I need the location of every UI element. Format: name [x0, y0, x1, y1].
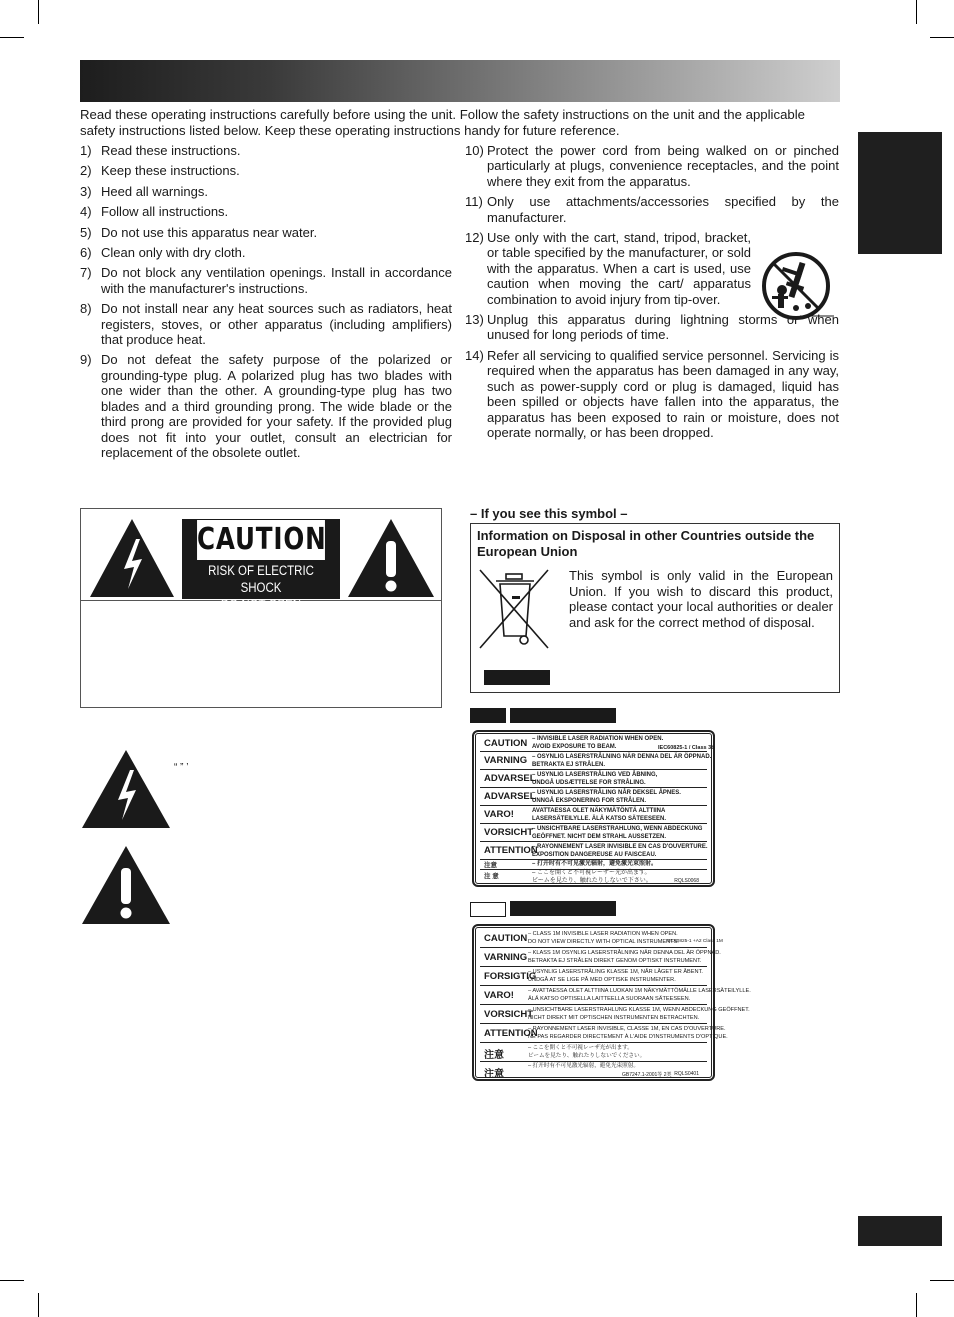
- instruction-num: 5): [80, 224, 92, 240]
- laser-word: FORSIGTIG: [484, 971, 537, 982]
- laser-word: ATTENTION: [484, 1028, 538, 1039]
- instruction-num: 1): [80, 143, 92, 158]
- label-tag-dark: [510, 901, 616, 916]
- laser-text-line: – AVATTAESSA OLET ALTTIINA LUOKAN 1M NÄKYMÄTTÖMÄLLE LASERSÄTEILYLLE.: [528, 988, 751, 994]
- laser-row: [480, 752, 712, 770]
- instruction-text: Clean only with dry cloth.: [101, 245, 246, 261]
- laser-text: [532, 861, 657, 869]
- laser-word: ADVARSEL: [484, 791, 536, 802]
- laser-text: [532, 844, 708, 859]
- laser-text: [528, 1063, 639, 1071]
- laser-text-line: GEÖFFNET. NICHT DEM STRAHL AUSSETZEN.: [532, 833, 667, 840]
- laser-text: [528, 1026, 728, 1041]
- crop-mark: [38, 0, 39, 24]
- laser-text: [528, 931, 679, 946]
- instruction-num: 14): [465, 347, 484, 363]
- laser-text-line: AVOID EXPOSURE TO BEAM.: [532, 743, 617, 750]
- instruction-num: 2): [80, 163, 92, 179]
- laser-text-line: – UNSICHTBARE LASERSTRAHLUNG KLASSE 1M, WENN ABDECKUNG GEÖFFNET.: [528, 1007, 750, 1013]
- laser-row: [480, 806, 707, 824]
- laser-word: ADVARSEL: [484, 773, 536, 784]
- laser-text-line: BETRAKTA EJ STRÅLEN.: [532, 761, 606, 768]
- laser-warning-label: [472, 730, 715, 887]
- disposal-title: Information on Disposal in other Countries outside the European Union: [477, 528, 815, 559]
- laser-text-line: UNDGÅ UDSÆTTELSE FOR STRÅLING.: [532, 779, 646, 786]
- laser-row: [480, 986, 751, 1005]
- laser-text: [532, 826, 702, 841]
- laser-text-line: – USYNLIG LASERSTRÅLING KLASSE 1M, NÅR LÅGET ER ÅBENT.: [528, 969, 703, 975]
- crop-mark: [930, 1280, 954, 1281]
- header-bar: [80, 60, 840, 102]
- instruction-item: [80, 265, 452, 296]
- laser-text: [528, 1007, 750, 1022]
- instruction-text: Do not defeat the safety purpose of the polarized or grounding-type plug. A polarized plug has two blades with one wider than the other. A grounding-type plug has two blades and a third grounding prong. The wide blade or the third prong are provided for your safety. If the provided plug does not fit into your outlet, consult an electrician for replacement of the obsolete outlet.: [101, 352, 452, 460]
- laser-ref: RQLS0401: [674, 1071, 699, 1077]
- side-tab: [858, 132, 942, 254]
- laser-row: [480, 870, 707, 886]
- laser-text: [532, 736, 663, 751]
- laser-row: [480, 842, 707, 860]
- laser-text-line: – USYNLIG LASERSTRÅLING NÅR DEKSEL ÅPNES.: [532, 790, 681, 796]
- laser-word: VORSICHT: [484, 1009, 534, 1020]
- instruction-text: Refer all servicing to qualified service personnel. Servicing is required when the apparatus has been damaged in any way, such as power-supply cord or plug is damaged, liquid has been spilled or objects have fallen into the apparatus, the apparatus has been exposed to rain or moisture, does not operate normally, or has been dropped.: [487, 347, 839, 440]
- laser-word: 注 意: [484, 873, 499, 880]
- label-tag-dark: [510, 708, 616, 723]
- laser-word: ATTENTION: [484, 845, 538, 856]
- laser-word: 注意: [484, 862, 497, 869]
- instruction-item: [465, 348, 839, 440]
- laser-row: [480, 1043, 707, 1062]
- instruction-text: Unplug this apparatus during lightning storms or when unused for long periods of time.: [487, 312, 839, 343]
- laser-text-line: UNDGÅ AT SE LIGE PÅ MED OPTISKE INSTRUMENTER.: [528, 976, 676, 983]
- label-tag-light: [470, 902, 506, 917]
- instruction-item: [80, 184, 452, 199]
- instruction-text: Protect the power cord from being walked on or pinched particularly at plugs, convenience receptacles, and the point where they exit from the apparatus.: [487, 143, 839, 189]
- laser-word: VARO!: [484, 809, 514, 820]
- intro-text: Read these operating instructions carefully before using the unit. Follow the safety instructions on the unit and the applicable safety instructions listed below. Keep these operating instructions handy for future reference.: [80, 107, 806, 138]
- instruction-text: Do not block any ventilation openings. Install in accordance with the manufacturer's instructions.: [101, 265, 452, 296]
- laser-word: VORSICHT: [484, 827, 534, 838]
- instruction-num: 4): [80, 204, 92, 220]
- laser-text-line: EXPOSITION DANGEREUSE AU FAISCEAU.: [532, 851, 657, 858]
- instruction-num: 7): [80, 265, 92, 281]
- laser-text-line: – CLASS 1M INVISIBLE LASER RADIATION WHEN OPEN.: [528, 931, 678, 937]
- instruction-num: 9): [80, 352, 92, 368]
- laser-text-line: ビームを見たり、触れたりしないでください。: [528, 1052, 646, 1059]
- laser-word: 注意: [484, 1069, 504, 1080]
- laser-text-line: – ここを開くと不可視レーザ光が出ます。: [528, 1045, 633, 1051]
- laser-text: [532, 754, 711, 769]
- instruction-text: Use only with the cart, stand, tripod, bracket, or table specified by the manufacturer, or sold with the apparatus. When a cart is used, use caution when moving the cart/ apparatus combination to avoid injury from tip-over.: [487, 230, 751, 307]
- laser-ref: RQLS0068: [674, 878, 699, 884]
- laser-row: [480, 948, 721, 967]
- instruction-num: 3): [80, 183, 92, 199]
- laser-code: IEC60825-1 / Class 3b: [658, 745, 715, 751]
- laser-row: [480, 824, 707, 842]
- laser-text-line: – INVISIBLE LASER RADIATION WHEN OPEN.: [532, 736, 664, 742]
- laser-text-line: – KLASS 1M OSYNLIG LASERSTRÅLNING NÄR DENNA DEL ÄR ÖPPNAD.: [528, 950, 721, 956]
- label-tag-dark: [470, 708, 506, 723]
- instruction-item: [465, 194, 839, 225]
- laser-text-line: – RAYONNEMENT LASER INVISIBLE EN CAS D'OUVERTURE.: [532, 844, 708, 850]
- laser-word: VARNING: [484, 755, 528, 766]
- instruction-text: Heed all warnings.: [101, 183, 208, 199]
- disposal-body: This symbol is only valid in the European Union. If you wish to discard this product, please contact your local authorities or dealer and ask for the correct method of disposal.: [569, 568, 833, 630]
- laser-word: CAUTION: [484, 738, 528, 749]
- laser-warning-label: [472, 924, 751, 1081]
- laser-word: VARO!: [484, 990, 514, 1001]
- laser-row: [480, 1005, 750, 1024]
- laser-row: [480, 770, 707, 788]
- instruction-item: [80, 352, 452, 460]
- laser-text-line: – 打开时有不可见激光辐射，避免激光束照射。: [532, 861, 658, 867]
- laser-text: [528, 988, 751, 1003]
- symbol-heading: – If you see this symbol –: [470, 506, 628, 521]
- instruction-num: 11): [465, 194, 483, 210]
- caution-line-1: RISK OF ELECTRIC SHOCK: [208, 563, 314, 595]
- laser-row: [480, 1024, 728, 1043]
- exclamation-symbol-icon: [80, 844, 172, 926]
- laser-text-line: ビームを見たり、触れたりしないで下さい。: [532, 877, 652, 884]
- laser-row: [480, 860, 707, 870]
- laser-word: VARNING: [484, 952, 528, 963]
- page-number-tab: [858, 1216, 942, 1246]
- laser-text-line: LASERSÄTEILYLLE. ÄLÄ KATSO SÄTEESEEN.: [532, 815, 667, 822]
- instruction-item: [80, 204, 452, 219]
- laser-row: [480, 929, 723, 948]
- instruction-item: [80, 143, 452, 158]
- laser-text: [532, 870, 652, 885]
- laser-text-line: NE PAS REGARDER DIRECTEMENT À L'AIDE D'INSTRUMENTS D'OPTIQUE.: [528, 1033, 728, 1040]
- lightning-symbol-icon: [80, 748, 172, 830]
- disposal-black-bar: [484, 670, 550, 685]
- laser-text: [528, 969, 703, 984]
- laser-text-line: NICHT DIREKT MIT OPTISCHEN INSTRUMENTEN BETRACHTEN.: [528, 1014, 700, 1021]
- laser-text-line: AVATTAESSA OLET NÄKYMÄTÖNTÄ ALTTIINA: [532, 808, 666, 814]
- instruction-item: [80, 301, 452, 347]
- caution-subtext: [195, 562, 328, 613]
- crop-mark: [0, 1280, 24, 1281]
- laser-text: [532, 772, 657, 787]
- instruction-text: Do not install near any heat sources such as radiators, heat registers, stoves, or other apparatus (including amplifiers) that produce heat.: [101, 301, 452, 348]
- instruction-text: Do not use this apparatus near water.: [101, 224, 318, 240]
- instruction-text: Only use attachments/accessories specified by the manufacturer.: [487, 194, 839, 225]
- laser-row: [480, 967, 707, 986]
- crop-mark: [0, 37, 24, 38]
- laser-text: [528, 1045, 645, 1060]
- laser-text-line: UNNGÅ EKSPONERING FOR STRÅLEN.: [532, 797, 647, 804]
- instruction-num: 10): [465, 143, 484, 158]
- laser-text: [528, 950, 721, 965]
- instruction-item: [465, 143, 839, 189]
- laser-text-line: – ここを開くと不可視レーザー光が出ます。: [532, 870, 651, 876]
- crop-mark: [916, 0, 917, 24]
- caution-label: [182, 519, 340, 612]
- laser-text-line: – OSYNLIG LASERSTRÅLNING NÄR DENNA DEL ÄR ÖPPNAD.: [532, 754, 712, 760]
- caution-line-2: DO NOT OPEN: [220, 597, 302, 612]
- instruction-item: [80, 245, 452, 260]
- laser-text-line: BETRAKTA EJ STRÅLEN DIREKT GENOM OPTISKT INSTRUMENT.: [528, 957, 702, 964]
- caution-word: CAUTION: [197, 520, 325, 560]
- laser-row: [480, 735, 715, 752]
- laser-word: 注意: [484, 1050, 504, 1061]
- crop-mark: [930, 37, 954, 38]
- instruction-item: [80, 163, 452, 178]
- instruction-text: Follow all instructions.: [101, 204, 229, 220]
- laser-text-line: – RAYONNEMENT LASER INVISIBLE, CLASSE 1M, EN CAS D'OUVERTURE.: [528, 1026, 726, 1032]
- laser-text-line: DO NOT VIEW DIRECTLY WITH OPTICAL INSTRUMENTS.: [528, 938, 679, 945]
- instruction-text: Read these instructions.: [101, 143, 241, 158]
- laser-text-line: – USYNLIG LASERSTRÅLING VED ÅBNING,: [532, 772, 658, 778]
- quote-marks: “ ” ’: [174, 762, 189, 773]
- laser-code: IEC60825-1 +A2 Class 1M: [666, 939, 723, 944]
- crossed-bin-icon: [476, 566, 556, 654]
- exclamation-warning-icon: [346, 517, 436, 599]
- laser-text-line: – UNSICHTBARE LASERSTRAHLUNG, WENN ABDECKUNG: [532, 826, 703, 832]
- lightning-warning-icon: [88, 517, 176, 599]
- instruction-num: 12): [465, 230, 484, 246]
- instruction-num: 13): [465, 312, 484, 328]
- instruction-text: Keep these instructions.: [101, 163, 240, 179]
- laser-text-line: ÄLÄ KATSO OPTISELLA LAITTEELLA SUORAAN SÄTEESEEN.: [528, 995, 691, 1002]
- laser-word: CAUTION: [484, 933, 528, 944]
- cart-tip-over-icon: [760, 250, 836, 326]
- instruction-item: [80, 225, 452, 240]
- crop-mark: [916, 1293, 917, 1317]
- laser-row: [480, 788, 707, 806]
- laser-row: [480, 1062, 707, 1080]
- laser-text: [532, 790, 681, 805]
- crop-mark: [38, 1293, 39, 1317]
- instructions-left: [80, 143, 452, 465]
- laser-code: GB7247.1-2001等 2类: [622, 1072, 672, 1078]
- laser-text-line: – 打开时有不可见激光辐射，避免光束照射。: [528, 1063, 639, 1069]
- laser-text: [532, 808, 666, 823]
- instruction-num: 8): [80, 301, 92, 317]
- instruction-num: 6): [80, 245, 92, 261]
